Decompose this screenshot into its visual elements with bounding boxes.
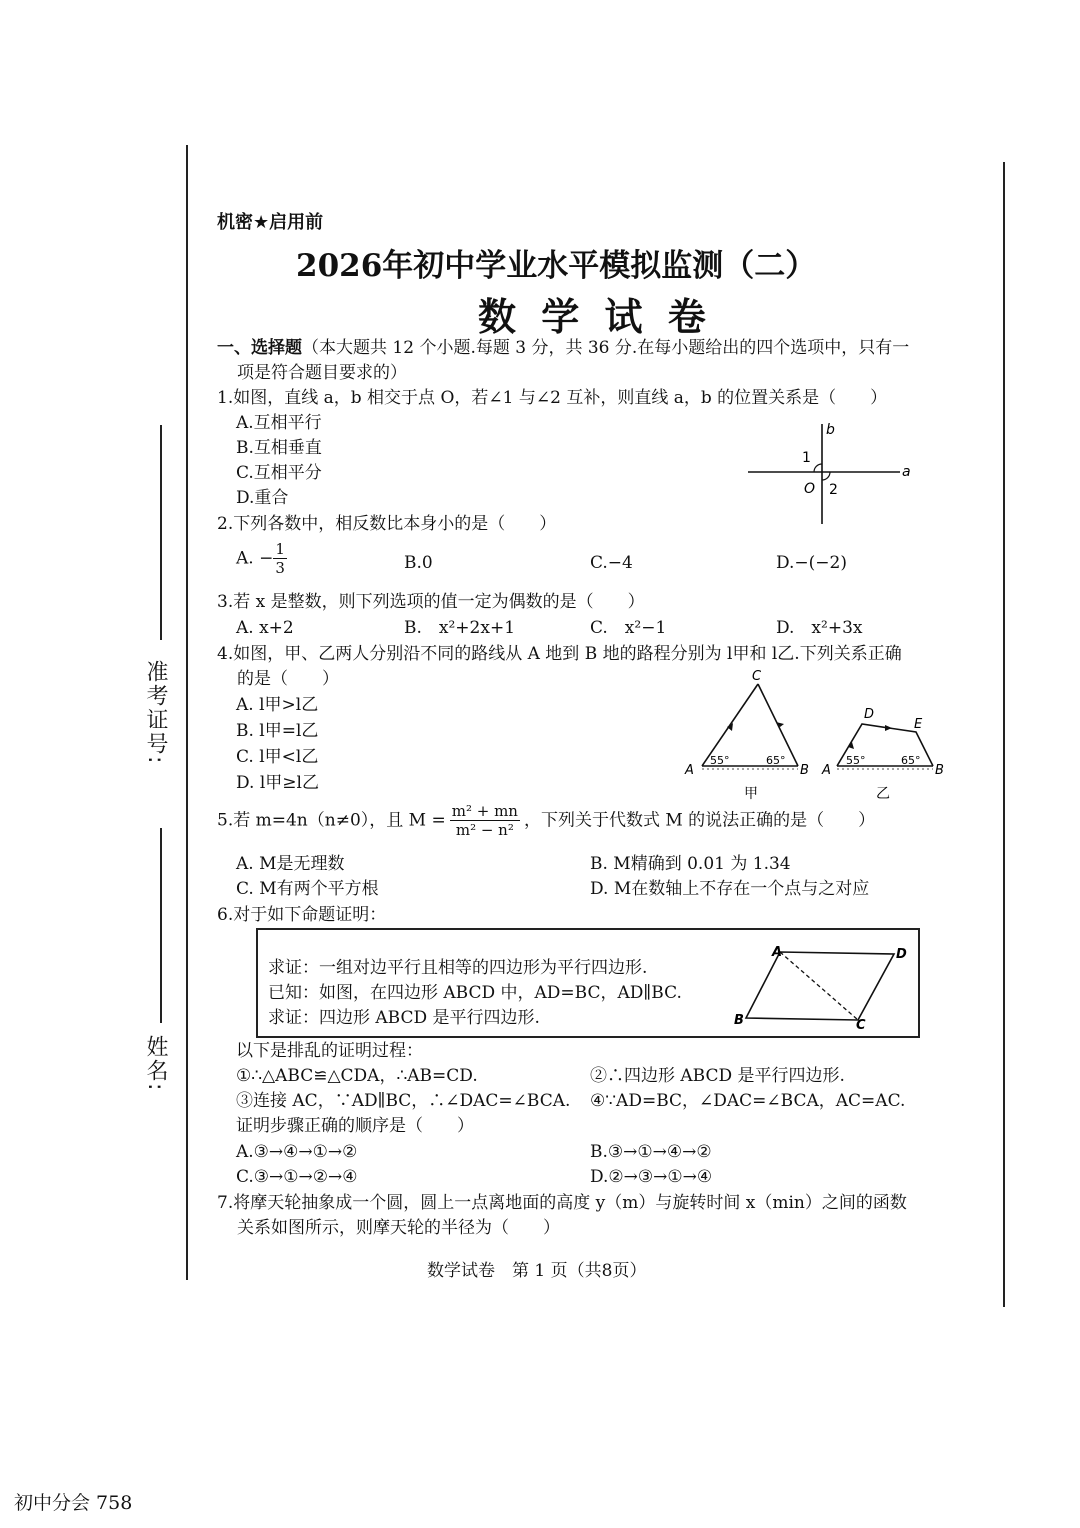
q2-option-a-prefix: A. − (236, 548, 274, 569)
q6-option-b: B.③→①→④→② (590, 1142, 712, 1162)
parallelogram (746, 952, 894, 1020)
label-b1: B (800, 763, 809, 778)
q3-option-b: B. x²+2x+1 (404, 618, 516, 638)
angle-2-arc (822, 472, 830, 480)
q6-ask: 证明步骤正确的顺序是（ ） (236, 1116, 474, 1136)
q3-stem: 3.若 x 是整数，则下列选项的值一定为偶数的是（ ） (217, 592, 645, 612)
q5-numerator: m² + mn (451, 802, 518, 820)
q6-figure (728, 940, 914, 1032)
q1-stem: 1.如图，直线 a，b 相交于点 O，若∠1 与∠2 互补，则直线 a，b 的位置关系是（ ） (217, 388, 888, 408)
left-binding-line (186, 145, 188, 1280)
label-b2: B (935, 763, 944, 778)
label-55-2: 55° (846, 754, 866, 767)
q6-box-line-2: 已知：如图，在四边形 ABCD 中，AD=BC，AD∥BC. (268, 983, 682, 1003)
q6-option-a: A.③→④→①→② (236, 1142, 358, 1162)
q5-option-d: D. M在数轴上不存在一个点与之对应 (590, 879, 870, 899)
q4-option-a: A. l甲>l乙 (236, 695, 319, 715)
right-binding-line (1003, 162, 1005, 1307)
section-title: 一、选择题 (217, 338, 302, 358)
q4-option-c: C. l甲<l乙 (236, 747, 319, 767)
q5-option-a: A. M是无理数 (236, 854, 345, 874)
fraction-numerator: 1 (275, 540, 285, 558)
q1-option-a: A.互相平行 (236, 413, 322, 433)
label-d: D (864, 707, 875, 722)
q5-fraction (450, 802, 520, 839)
subject-title: 数 学 试 卷 (478, 294, 712, 339)
q2-option-a-fraction (273, 540, 287, 577)
label-jia: 甲 (744, 786, 758, 802)
name-underline (160, 828, 162, 1023)
q6-step-3: ③连接 AC，∵AD∥BC，∴∠DAC=∠BCA. (236, 1091, 571, 1111)
q7-stem-2: 关系如图所示，则摩天轮的半径为（ ） (237, 1218, 560, 1238)
exam-title: 2026年初中学业水平模拟监测（二） (296, 248, 817, 284)
label-2: 2 (829, 482, 838, 498)
arrow-de (885, 725, 892, 731)
q5-stem-pre: 5.若 m=4n（n≠0），且 M = (217, 810, 446, 831)
label-55-1: 55° (710, 754, 730, 767)
label-o: O (804, 481, 816, 497)
q6-step-2: ②∴四边形 ABCD 是平行四边形. (590, 1066, 845, 1086)
q6-step-1: ①∴△ABC≌△CDA，∴AB=CD. (236, 1066, 478, 1086)
q2-stem: 2.下列各数中，相反数比本身小的是（ ） (217, 514, 557, 534)
q5-option-b: B. M精确到 0.01 为 1.34 (590, 854, 791, 874)
section-desc-1: （本大题共 12 个小题.每题 3 分，共 36 分.在每小题给出的四个选项中，只有一 (302, 338, 910, 358)
label-c: C (856, 1018, 866, 1032)
name-label: 姓名: (143, 1035, 168, 1093)
diagonal-ac (780, 952, 858, 1020)
q3-option-d: D. x²+3x (776, 618, 863, 638)
q6-step-4: ④∵AD=BC，∠DAC=∠BCA，AC=AC. (590, 1091, 906, 1111)
q2-option-c: C.−4 (590, 553, 633, 573)
q6-option-c: C.③→①→②→④ (236, 1167, 358, 1187)
q1-option-b: B.互相垂直 (236, 438, 322, 458)
q7-stem-1: 7.将摩天轮抽象成一个圆，圆上一点离地面的高度 y（m）与旋转时间 x（min）之间的函数 (217, 1193, 907, 1213)
q1-figure (740, 418, 920, 530)
q1-option-c: C.互相平分 (236, 463, 322, 483)
section-desc-2: 项是符合题目要求的） (237, 363, 407, 383)
section-heading (217, 336, 909, 360)
label-d: D (896, 947, 907, 962)
q5-stem-post: ，下列关于代数式 M 的说法正确的是（ ） (523, 810, 876, 831)
q4-figure (680, 666, 960, 806)
q3-option-c: C. x²−1 (590, 618, 667, 638)
q6-intro: 以下是排乱的证明过程： (236, 1041, 423, 1061)
q6-box-line-3: 求证：四边形 ABCD 是平行四边形. (268, 1008, 540, 1028)
label-65-1: 65° (766, 754, 786, 767)
label-a1: A (685, 763, 694, 778)
exam-id-label: 准考证号: (143, 660, 168, 766)
watermark-text: 初中分会 758 (14, 1492, 133, 1514)
q4-option-d: D. l甲≥l乙 (236, 773, 319, 793)
q4-option-b: B. l甲=l乙 (236, 721, 319, 741)
label-yi: 乙 (876, 786, 890, 802)
q6-stem: 6.对于如下命题证明： (217, 905, 387, 925)
page-footer: 数学试卷 第 1 页（共8页） (427, 1261, 647, 1281)
q4-stem-1: 4.如图，甲、乙两人分别沿不同的路线从 A 地到 B 地的路程分别为 l甲和 l乙.下列关系正确 (217, 644, 902, 664)
q5-denominator: m² − n² (455, 821, 514, 839)
q4-stem-2: 的是（ ） (237, 669, 339, 689)
q6-option-d: D.②→③→①→④ (590, 1167, 713, 1187)
fraction-denominator: 3 (275, 559, 285, 577)
q2-option-d: D.−(−2) (776, 553, 847, 573)
label-e: E (914, 717, 923, 732)
q2-option-a (236, 540, 287, 577)
q5-option-c: C. M有两个平方根 (236, 879, 379, 899)
label-65-2: 65° (901, 754, 921, 767)
label-a2: A (822, 763, 831, 778)
q6-box-line-1: 求证：一组对边平行且相等的四边形为平行四边形. (268, 958, 648, 978)
label-a: a (902, 464, 911, 480)
label-b: b (826, 422, 835, 438)
label-c: C (752, 669, 762, 684)
label-1: 1 (802, 450, 811, 466)
label-a: A (772, 945, 783, 960)
label-b: B (734, 1013, 744, 1028)
angle-1-arc (814, 464, 822, 472)
q1-option-d: D.重合 (236, 488, 289, 508)
exam-id-underline (160, 425, 162, 640)
secret-label: 机密★启用前 (217, 212, 324, 233)
q2-option-b: B.0 (404, 553, 433, 573)
q3-option-a: A. x+2 (236, 618, 294, 638)
q5-stem (217, 802, 875, 839)
